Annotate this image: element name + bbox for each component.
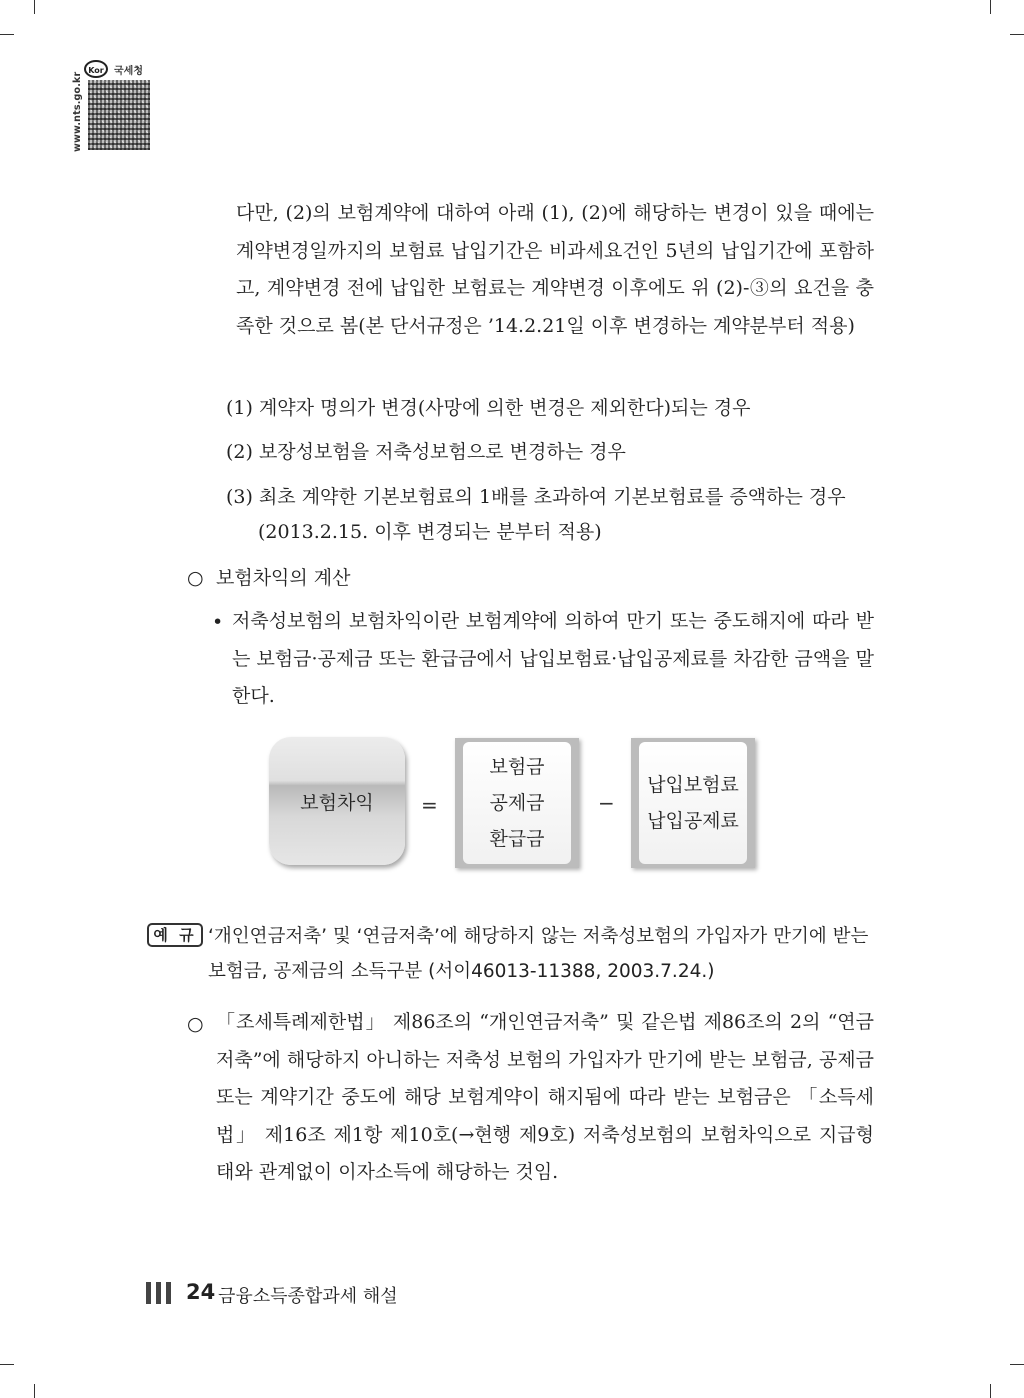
receipts-box xyxy=(455,738,579,868)
payment-item: 납입공제료 xyxy=(647,810,739,832)
proviso-paragraph: 다만, (2)의 보험계약에 대하여 아래 (1), (2)에 해당하는 변경이 있을 때에는 계약변경일까지의 보험료 납입기간은 비과세요건인 5년의 납입기간에 포함하고, 계약변경 전에 납입한 보험료는 계약변경 이후에도 위 (2)-③의 요건을 충족한 것으로 봄(본 단서규정은 ’14.2.21일 이후 변경하는 계약분부터 적용) xyxy=(236,202,874,337)
receipt-item: 보험금 xyxy=(489,756,545,778)
receipt-item: 공제금 xyxy=(489,792,545,814)
crop-mark xyxy=(1010,34,1024,35)
list-item-continuation: (2013.2.15. 이후 변경되는 분부터 적용) xyxy=(258,521,602,543)
crop-mark xyxy=(1010,1364,1024,1365)
dot-bullet: • xyxy=(212,611,224,633)
book-title: 금융소득종합과세 해설 xyxy=(218,1286,398,1307)
logo-mark-icon: Kor xyxy=(84,60,108,78)
insurance-gain-box xyxy=(269,737,405,865)
section-title: 보험차익의 계산 xyxy=(216,567,351,589)
equals-sign: = xyxy=(421,793,438,817)
ruling-title-continuation: 보험금, 공제금의 소득구분 (서이46013-11388, 2003.7.24.) xyxy=(208,961,715,982)
page-number: 24 xyxy=(186,1280,216,1304)
nts-logo xyxy=(72,56,152,152)
payments-box xyxy=(631,738,755,868)
minus-sign: − xyxy=(598,791,615,815)
qr-code-icon xyxy=(88,80,150,150)
ruling-badge: 예 규 xyxy=(147,923,203,947)
list-item: (2) 보장성보험을 저축성보험으로 변경하는 경우 xyxy=(226,441,626,463)
list-item: (3) 최초 계약한 기본보험료의 1배를 초과하여 기본보험료를 증액하는 경우 xyxy=(226,486,846,508)
receipt-item: 환급금 xyxy=(489,828,545,850)
insurance-gain-label: 보험차익 xyxy=(300,791,374,814)
ruling-title: ‘개인연금저축’ 및 ‘연금저축’에 해당하지 않는 저축성보험의 가입자가 만기에 받는 xyxy=(208,926,869,947)
ruling-bullet: ○ xyxy=(187,1013,204,1035)
crop-mark xyxy=(34,1384,35,1398)
crop-mark xyxy=(0,1364,14,1365)
definition-paragraph: 저축성보험의 보험차익이란 보험계약에 의하여 만기 또는 중도해지에 따라 받는 보험금·공제금 또는 환급금에서 납입보험료·납입공제료를 차감한 금액을 말한다. xyxy=(232,610,874,707)
agency-name: 국세청 xyxy=(114,66,143,77)
footer-bar xyxy=(156,1282,161,1304)
footer-bar xyxy=(166,1282,171,1304)
crop-mark xyxy=(990,1384,991,1398)
list-item: (1) 계약자 명의가 변경(사망에 의한 변경은 제외한다)되는 경우 xyxy=(226,397,751,419)
crop-mark xyxy=(0,34,14,35)
payment-item: 납입보험료 xyxy=(647,774,739,796)
ruling-body: 「조세특례제한법」 제86조의 “개인연금저축” 및 같은법 제86조의 2의 “연금저축”에 해당하지 아니하는 저축성 보험의 가입자가 만기에 받는 보험금, 공제금 또는 계약기간 중도에 해당 보험계약이 해지됨에 따라 받는 보험금은 「소득세법」 제16조 제1항 제10호(→현행 제9호) 저축성보험의 보험차익으로 지급형태와 관계없이 이자소득에 해당하는 것임. xyxy=(216,1011,874,1183)
footer-bar xyxy=(146,1282,151,1304)
section-bullet: ○ xyxy=(187,567,204,589)
logo-url: www.nts.go.kr xyxy=(72,71,83,152)
crop-mark xyxy=(34,0,35,14)
crop-mark xyxy=(990,0,991,14)
